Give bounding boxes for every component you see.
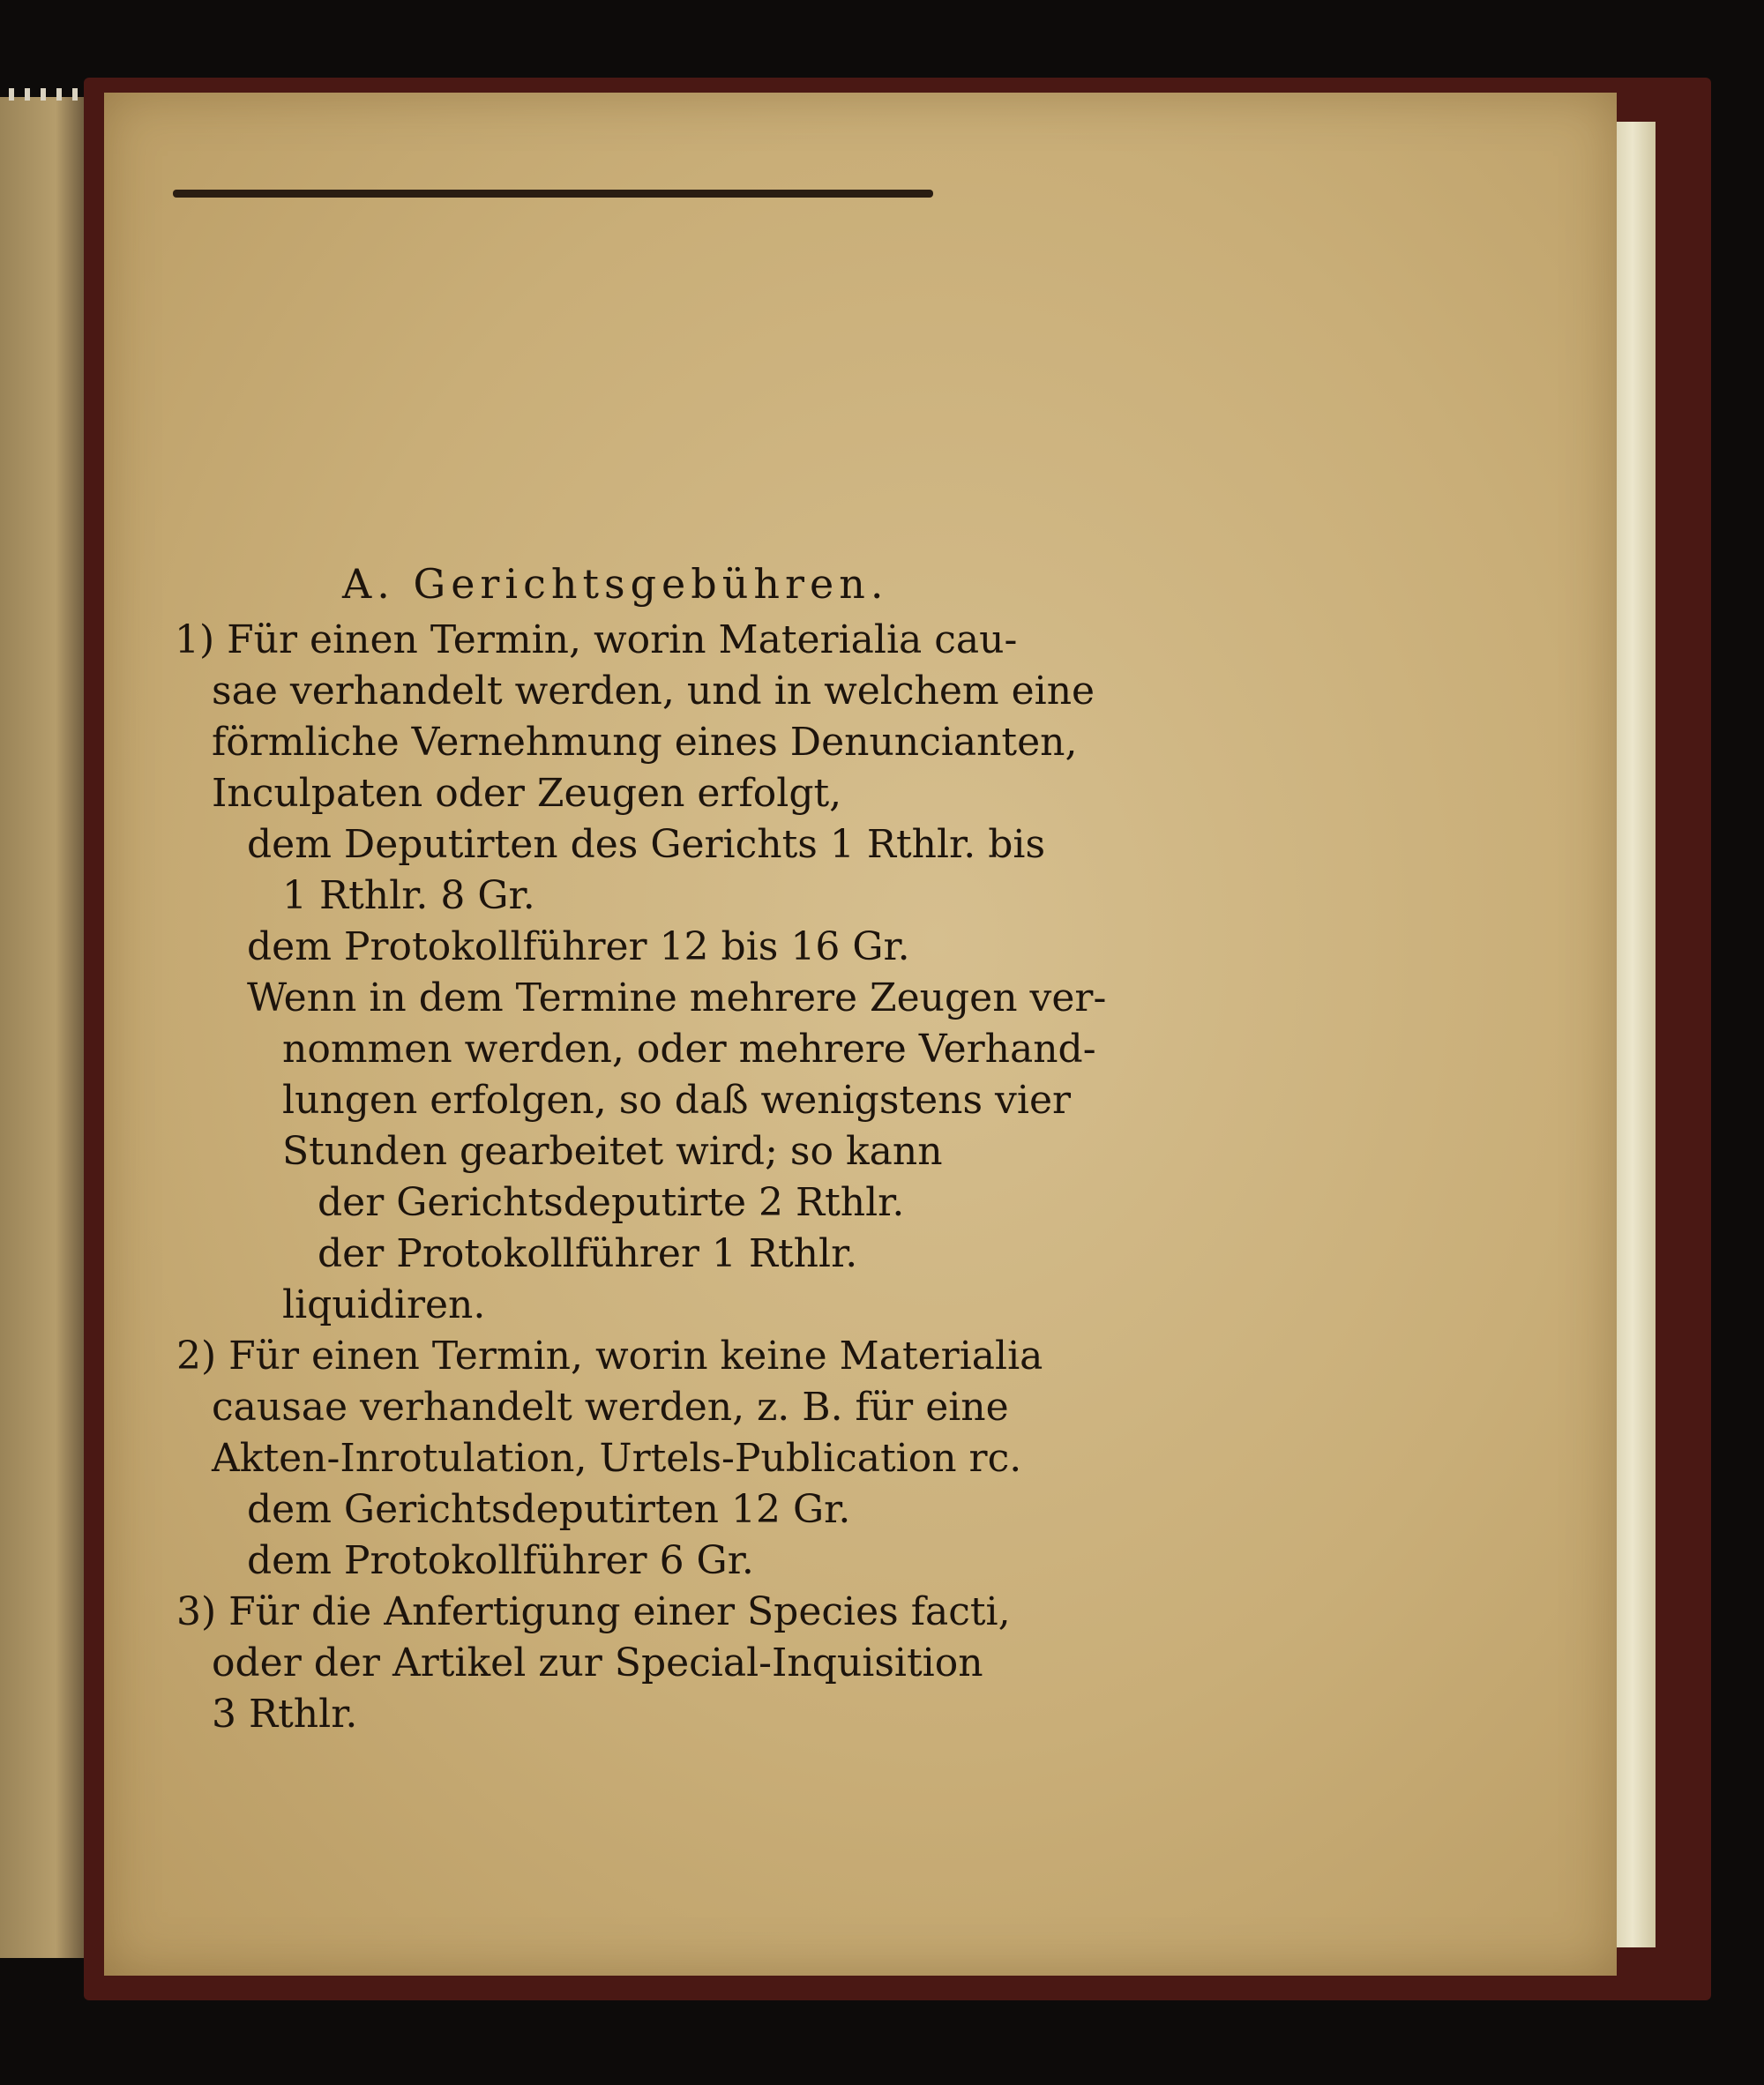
text-line: nommen werden, oder mehrere Verhand- <box>282 1027 1096 1072</box>
text-line: lungen erfolgen, so daß wenigstens vier <box>282 1078 1072 1123</box>
text-line: der Protokollführer 1 Rthlr. <box>318 1231 858 1276</box>
left-page-edge <box>0 97 93 1958</box>
text-line: dem Gerichtsdeputirten 12 Gr. <box>247 1487 851 1532</box>
text-line: förmliche Vernehmung eines Denuncianten, <box>212 720 1078 765</box>
text-line: liquidiren. <box>282 1282 486 1327</box>
text-line: Inculpaten oder Zeugen erfolgt, <box>212 771 842 816</box>
text-line: dem Deputirten des Gerichts 1 Rthlr. bis <box>247 822 1046 867</box>
text-line: Akten-Inrotulation, Urtels-Publication rc. <box>212 1436 1022 1481</box>
text-line: oder der Artikel zur Special-Inquisition <box>212 1640 983 1685</box>
page-edge-marks <box>9 88 88 101</box>
text-line: 3) Für die Anfertigung einer Species facti, <box>176 1589 1011 1634</box>
text-line: der Gerichtsdeputirte 2 Rthlr. <box>318 1180 905 1225</box>
text-line: dem Protokollführer 12 bis 16 Gr. <box>247 924 910 969</box>
text-line: Stunden gearbeitet wird; so kann <box>282 1129 943 1174</box>
book-page <box>104 93 1617 1976</box>
text-line: sae verhandelt werden, und in welchem eine <box>212 669 1095 714</box>
header-rule <box>173 190 933 198</box>
text-line: Wenn in dem Termine mehrere Zeugen ver- <box>247 975 1107 1020</box>
text-line: 1) Für einen Termin, worin Materialia cau- <box>175 617 1018 662</box>
text-line: 3 Rthlr. <box>212 1692 358 1737</box>
section-heading: A. Gerichtsgebühren. <box>342 560 889 608</box>
text-line: dem Protokollführer 6 Gr. <box>247 1538 754 1583</box>
text-line: causae verhandelt werden, z. B. für eine <box>212 1385 1009 1430</box>
text-line: 2) Für einen Termin, worin keine Materialia <box>176 1334 1043 1379</box>
text-line: 1 Rthlr. 8 Gr. <box>282 873 535 918</box>
